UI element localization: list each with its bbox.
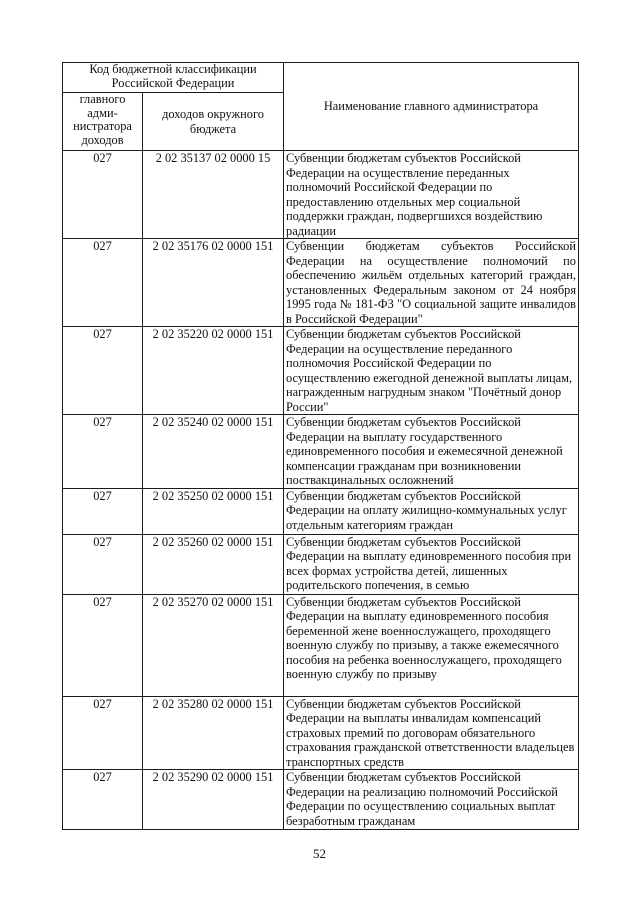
admin-code-cell: 027 bbox=[63, 239, 143, 327]
admin-code-cell: 027 bbox=[63, 151, 143, 239]
admin-code-cell: 027 bbox=[63, 594, 143, 696]
administrator-name-cell: Субвенции бюджетам субъектов Российской Федерации на осуществление полномочий по обеспечению жильём отдельных категорий граждан, установленных Федеральным законом от 24 ноября 1995 года № 181-ФЗ "О социальной защите инвалидов в Российской Федерации" bbox=[284, 239, 579, 327]
income-code-cell: 2 02 35260 02 0000 151 bbox=[143, 534, 284, 594]
table-row bbox=[63, 770, 579, 830]
income-code-cell: 2 02 35280 02 0000 151 bbox=[143, 696, 284, 770]
income-code-cell: 2 02 35290 02 0000 151 bbox=[143, 770, 284, 830]
table-row bbox=[63, 151, 579, 239]
table-row bbox=[63, 696, 579, 770]
administrator-name-cell: Субвенции бюджетам субъектов Российской Федерации на выплату единовременного пособия беременной жене военнослужащего, проходящего военную службу по призыву, а также ежемесячного пособия на ребенка военнослужащего, проходящего военную службу по призыву bbox=[284, 594, 579, 696]
income-code-cell: 2 02 35137 02 0000 15 bbox=[143, 151, 284, 239]
table-row bbox=[63, 415, 579, 489]
table-row bbox=[63, 239, 579, 327]
administrator-name-cell: Субвенции бюджетам субъектов Российской Федерации на осуществление переданных полномочий Российской Федерации по предоставлению отдельных мер социальной поддержки граждан, подвергшихся воздействию радиации bbox=[284, 151, 579, 239]
administrator-name-cell: Субвенции бюджетам субъектов Российской Федерации на осуществление переданного полномочия Российской Федерации по осуществлению ежегодной денежной выплаты лицам, награжденным нагрудным знаком "Почётный донор России" bbox=[284, 327, 579, 415]
header-administrator-name: Наименование главного администратора bbox=[284, 63, 579, 151]
admin-code-cell: 027 bbox=[63, 415, 143, 489]
admin-code-cell: 027 bbox=[63, 327, 143, 415]
header-district-budget-income: доходов окружного бюджета bbox=[143, 93, 284, 151]
income-code-cell: 2 02 35270 02 0000 151 bbox=[143, 594, 284, 696]
administrator-name-cell: Субвенции бюджетам субъектов Российской Федерации на оплату жилищно-коммунальных услуг отдельным категориям граждан bbox=[284, 488, 579, 534]
administrator-name-cell: Субвенции бюджетам субъектов Российской Федерации на выплату государственного единовременного пособия и ежемесячной денежной компенсации гражданам при возникновении поствакцинальных осложнений bbox=[284, 415, 579, 489]
table-row bbox=[63, 594, 579, 696]
income-code-cell: 2 02 35250 02 0000 151 bbox=[143, 488, 284, 534]
admin-code-cell: 027 bbox=[63, 770, 143, 830]
admin-code-cell: 027 bbox=[63, 696, 143, 770]
header-chief-administrator: главного адми-нистратора доходов bbox=[63, 93, 143, 151]
page-number: 52 bbox=[313, 846, 326, 861]
administrator-name-cell: Субвенции бюджетам субъектов Российской Федерации на выплату единовременного пособия при всех формах устройства детей, лишенных родительского попечения, в семью bbox=[284, 534, 579, 594]
table-row bbox=[63, 327, 579, 415]
administrator-name-cell: Субвенции бюджетам субъектов Российской Федерации на выплаты инвалидам компенсаций страховых премий по договорам обязательного страхования гражданской ответственности владельцев транспортных средств bbox=[284, 696, 579, 770]
budget-classification-table bbox=[62, 62, 579, 830]
admin-code-cell: 027 bbox=[63, 488, 143, 534]
administrator-name-cell: Субвенции бюджетам субъектов Российской Федерации на реализацию полномочий Российской Федерации по осуществлению социальных выплат безработным гражданам bbox=[284, 770, 579, 830]
income-code-cell: 2 02 35240 02 0000 151 bbox=[143, 415, 284, 489]
table-row bbox=[63, 488, 579, 534]
header-row-group bbox=[63, 63, 579, 93]
header-classification-code: Код бюджетной классификации Российской Федерации bbox=[63, 63, 284, 93]
admin-code-cell: 027 bbox=[63, 534, 143, 594]
table-row bbox=[63, 534, 579, 594]
income-code-cell: 2 02 35220 02 0000 151 bbox=[143, 327, 284, 415]
income-code-cell: 2 02 35176 02 0000 151 bbox=[143, 239, 284, 327]
